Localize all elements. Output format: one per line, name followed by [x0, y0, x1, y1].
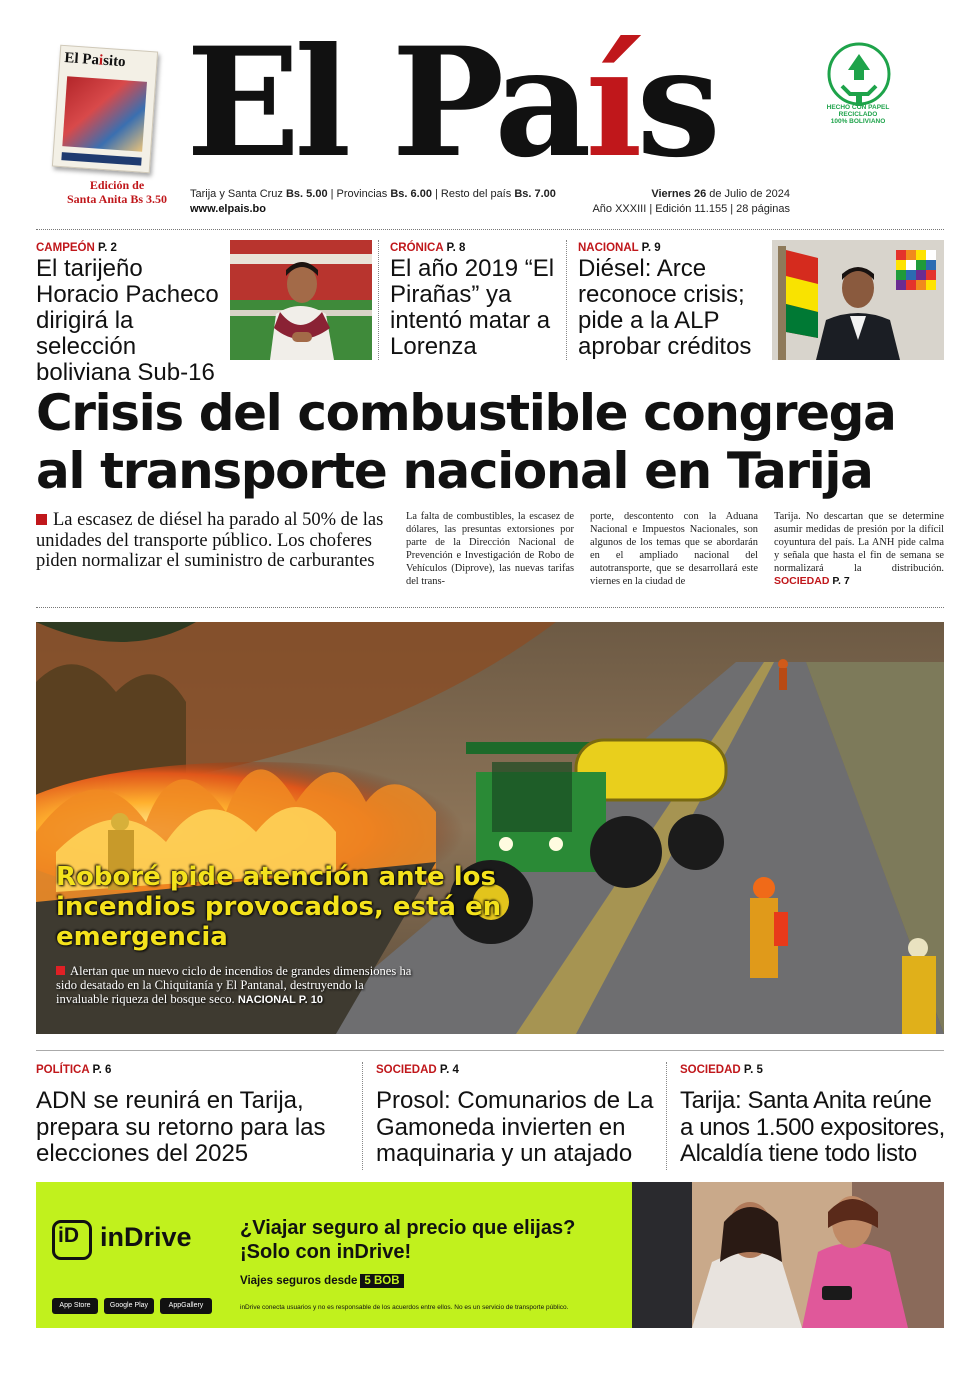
story-divider	[36, 607, 944, 608]
teaser-divider	[566, 240, 567, 360]
red-bullet	[56, 966, 65, 975]
teaser-headline: Prosol: Comunarios de La Gamoneda invierten en maquinaria y un atajado	[376, 1087, 654, 1167]
teaser-headline: El año 2019 “El Pirañas” ya intentó matar a Lorenza	[390, 255, 555, 360]
mini-edition-photo	[62, 76, 147, 151]
main-deck: La escasez de diésel ha parado al 50% de las unidades del transporte público. Los choferes piden normalizar el suministro de carburantes	[36, 510, 384, 571]
main-column-1: La falta de combustibles, la escasez de dólares, las presuntas extorsiones por parte de la Dirección Nacional de Prevención e Investigación de Robo de Vehículos (Diprove), las nuevas tarifas del trans-	[406, 511, 574, 588]
section-reference[interactable]: NACIONAL P. 10	[237, 994, 324, 1006]
mini-edition-band	[61, 152, 141, 166]
issue-date: Viernes 26 de Julio de 2024	[651, 188, 790, 200]
mini-edition-cover	[52, 45, 158, 174]
photo-caption: Alertan que un nuevo ciclo de incendios de grandes dimensiones ha sido desatado en la Chiquitanía y El Pantanal, destruyendo la invaluable riqueza del bosque seco. NACIONAL P. 10	[56, 964, 412, 1006]
teaser-kicker: NACIONAL P. 9	[578, 242, 661, 254]
app-store-badge[interactable]: App Store	[52, 1298, 98, 1314]
indrive-logo-text: inDrive	[100, 1222, 192, 1252]
ad-price: 5 BOB	[360, 1274, 403, 1288]
main-column-3: Tarija. No descartan que se determine asumir medidas de presión por la difícil coyuntura del país. La ANH pide calma y señala que hasta el fin de semana se normalizará la distribución. SOCIEDAD P. 7	[774, 511, 944, 588]
ad-disclaimer: inDrive conecta usuarios y no es responsable de los acuerdos entre ellos. No es un servicio de transporte público.	[240, 1304, 569, 1311]
teaser-divider	[362, 1062, 363, 1170]
price-line: Tarija y Santa Cruz Bs. 5.00 | Provincias Bs. 6.00 | Resto del país Bs. 7.00	[190, 188, 556, 200]
teaser-headline: El tarijeño Horacio Pacheco dirigirá la selección boliviana Sub-16	[36, 255, 219, 386]
section-reference[interactable]: SOCIEDAD P. 7	[774, 575, 850, 588]
masthead-divider	[36, 229, 944, 230]
mini-edition-caption: Edición de Santa Anita Bs 3.50	[66, 178, 168, 206]
app-gallery-badge[interactable]: AppGallery	[160, 1298, 212, 1314]
teaser-divider	[666, 1062, 667, 1170]
bottom-divider	[36, 1050, 944, 1051]
teaser-headline: Diésel: Arce reconoce crisis; pide a la ALP aprobar créditos	[578, 255, 752, 360]
indrive-advertisement[interactable]	[36, 1182, 944, 1328]
teaser-headline: ADN se reunirá en Tarija, prepara su retorno para las elecciones del 2025	[36, 1087, 326, 1167]
teaser-national[interactable]	[578, 242, 774, 360]
website-link[interactable]: www.elpais.bo	[190, 203, 266, 215]
teaser-politics[interactable]	[36, 1064, 336, 1168]
teaser-kicker: CAMPEÓN P. 2	[36, 242, 117, 254]
teaser-divider	[378, 240, 379, 360]
teaser-chronicle[interactable]	[390, 242, 566, 360]
red-bullet	[36, 514, 47, 525]
ad-headline: ¿Viajar seguro al precio que elijas? ¡Solo con inDrive!	[240, 1217, 576, 1263]
newspaper-logo[interactable]: El País	[186, 15, 715, 191]
teaser-kicker: CRÓNICA P. 8	[390, 242, 466, 254]
ad-photo-passengers	[632, 1182, 944, 1328]
teaser-headline: Tarija: Santa Anita reúne a unos 1.500 expositores, Alcaldía tiene todo listo	[680, 1087, 945, 1167]
indrive-logo-mark: iD	[58, 1224, 79, 1247]
recycled-paper-label: HECHO CON PAPEL RECICLADO 100% BOLIVIANO	[826, 104, 890, 125]
edition-info: Año XXXIII | Edición 11.155 | 28 páginas	[592, 203, 790, 215]
teaser-kicker: SOCIEDAD P. 5	[680, 1064, 763, 1076]
main-column-2: porte, descontento con la Aduana Nacional e Impuestos Nacionales, son algunos de los temas que se abordarán en el ampliado nacional del autotransporte, que se desarrollará este viernes en la ciudad de	[590, 511, 758, 588]
teaser-society-2[interactable]	[680, 1064, 948, 1168]
ad-subline: Viajes seguros desde 5 BOB	[240, 1274, 404, 1288]
mini-edition-title: El Paisito	[63, 50, 127, 71]
teaser-sport[interactable]	[36, 242, 232, 386]
teaser-kicker: POLÍTICA P. 6	[36, 1064, 112, 1076]
teaser-photo-coach[interactable]	[230, 240, 372, 360]
photo-headline[interactable]: Roboré pide atención ante los incendios provocados, está en emergencia	[56, 862, 502, 952]
teaser-kicker: SOCIEDAD P. 4	[376, 1064, 459, 1076]
google-play-badge[interactable]: Google Play	[104, 1298, 154, 1314]
teaser-photo-president[interactable]	[772, 240, 944, 360]
main-headline[interactable]: Crisis del combustible congrega al transporte nacional en Tarija	[36, 384, 896, 500]
teaser-society-1[interactable]	[376, 1064, 664, 1168]
